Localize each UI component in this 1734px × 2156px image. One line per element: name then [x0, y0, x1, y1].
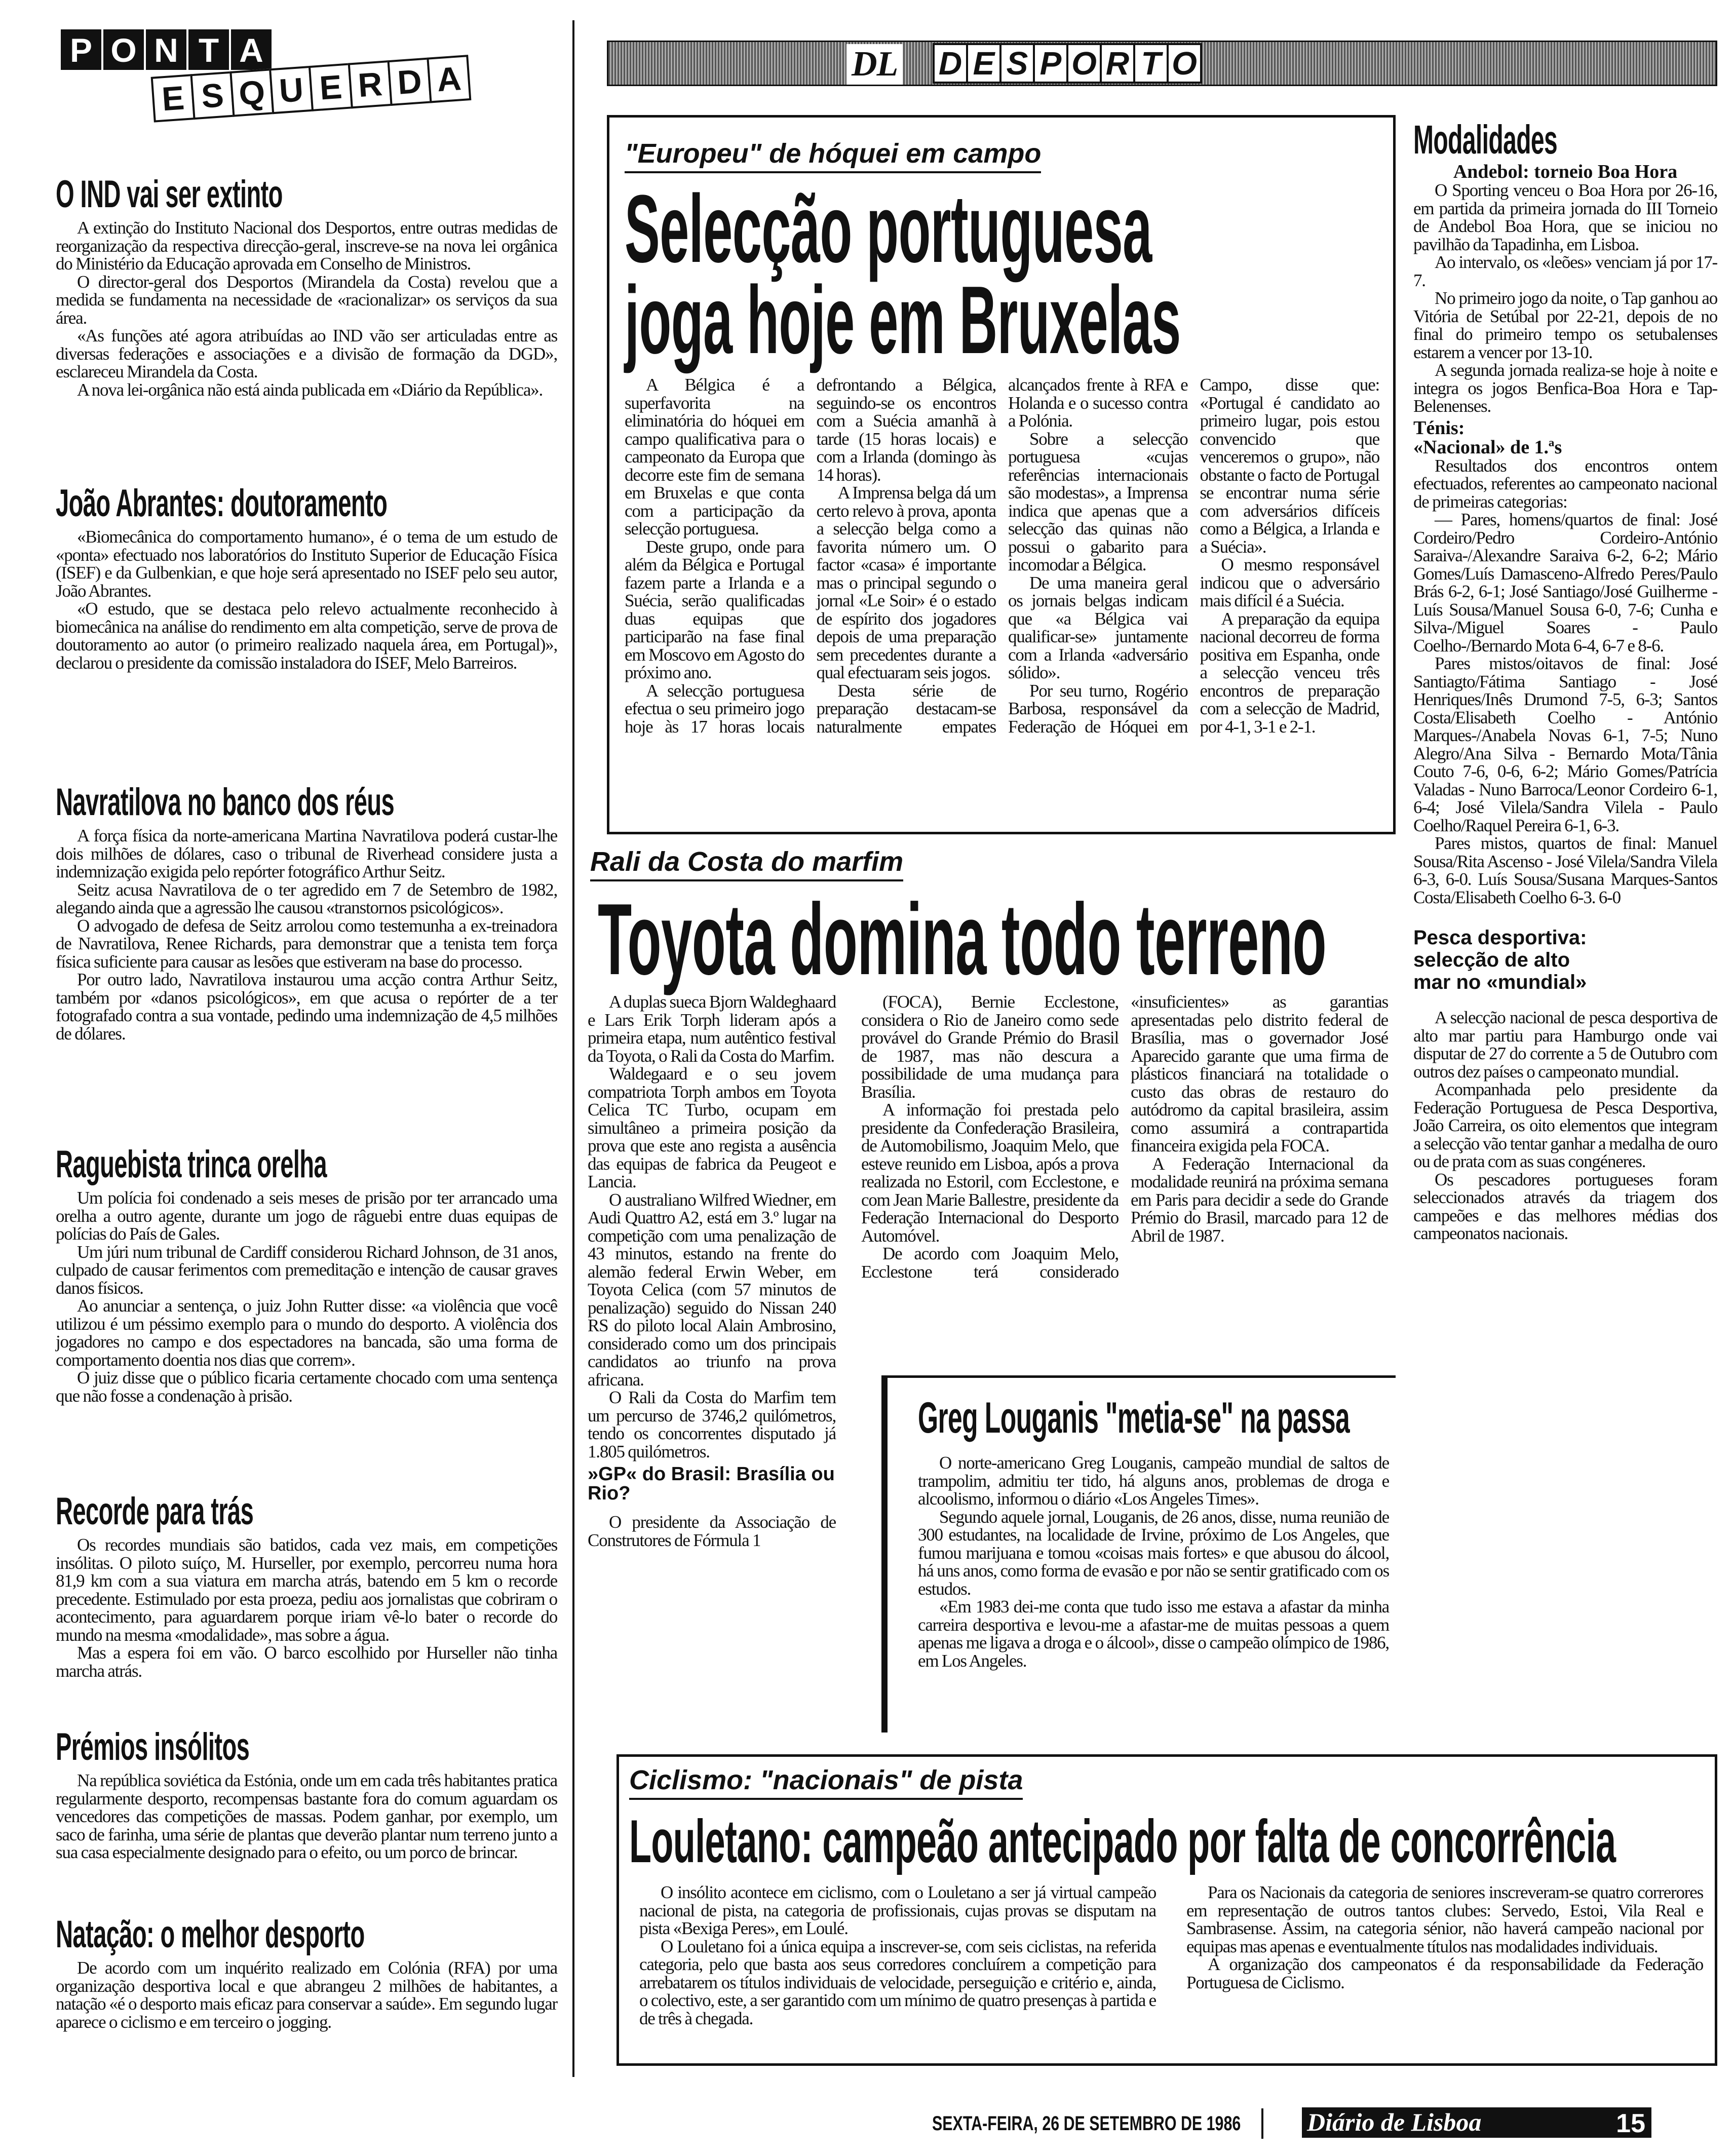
- paragraph: O Rali da Costa do Marfim tem um percurso de 3746,2 quilómetros, tendo os concorrentes disputado já 1.805 quilómetros.: [588, 1388, 836, 1461]
- paragraph: O mesmo responsável indicou que o adversário mais difícil é a Suécia.: [1200, 555, 1379, 610]
- letter-tile: E: [966, 43, 1001, 84]
- modalidades-column: [1413, 117, 1717, 1243]
- letter-tile: O: [103, 29, 144, 70]
- paragraph: A preparação da equipa nacional decorreu de forma positiva em Espanha, onde a selecção venceu três encontros de preparação com a selecção de Madrid, por 4-1, 3-1 e 2-1.: [1200, 608, 1379, 737]
- letter-tile: P: [61, 29, 101, 70]
- letter-tile: U: [269, 66, 314, 114]
- letter-tile: E: [309, 63, 353, 111]
- paragraph: O presidente da Associação de Construtores de Fórmula 1: [588, 1512, 836, 1550]
- article-headline: João Abrantes: doutoramento: [56, 482, 388, 525]
- paragraph: Seitz acusa Navratilova de o ter agredido em 7 de Setembro de 1982, alegando ainda que a agressão lhe causou «transtornos psicológicos».: [56, 879, 557, 917]
- article: [56, 481, 557, 672]
- paragraph: A força física da norte-americana Martina Navratilova poderá custar-lhe dois milhões de dólares, caso o tribunal de Riverhead considere justa a indemnização exigida pelo repórter fotográfico Arthur Seitz.: [56, 826, 557, 881]
- paragraph: O insólito acontece em ciclismo, com o Louletano a ser já virtual campeão nacional de pista, na categoria de profissionais, cujas provas se disputam na pista «Bexiga Peres», em Loulé.: [639, 1882, 1156, 1938]
- paragraph: O Sporting venceu o Boa Hora por 26-16, em partida da primeira jornada do III Torneio de Andebol Boa Hora, que se iniciou no pavilhão da Tapadinha, em Lisboa.: [1413, 180, 1717, 254]
- paragraph: O Louletano foi a única equipa a inscrever-se, com seis ciclistas, na referida categoria, pelo que basta aos seus corredores concluírem a competição para arrebatarem os títulos individuais de velocidade, perseguição e critério e, ainda, o colectivo, este, a ser garantido com um mínimo de quatro presenças à partida e de três à chegada.: [639, 1936, 1156, 2028]
- paragraph: O juiz disse que o público ficaria certamente chocado com uma sentença que não fosse a condenação à prisão.: [56, 1368, 557, 1406]
- paragraph: Para os Nacionais da categoria de seniores inscreveram-se quatro correrores em representação de outros tantos clubes: Servedo, Estoi, Vila Real e Sambrasense. Assim, na categoria sénior, não haverá campeão nacional por equipas mas apenas e eventualmente títulos nas modalidades individuais.: [1186, 1882, 1703, 1956]
- paragraph: A organização dos campeonatos é da responsabilidade da Federação Portuguesa de Ciclismo.: [1186, 1954, 1703, 1992]
- ciclismo-kicker: Ciclismo: "nacionais" de pista: [629, 1764, 1023, 1800]
- article: [56, 1489, 557, 1680]
- ciclismo-article: [616, 1754, 1717, 2066]
- article: [56, 780, 557, 1043]
- paragraph: Acompanhada pelo presidente da Federação Portuguesa de Pesca Desportiva, João Carreira, os oito elementos que integram a selecção vão tentar ganhar a medalha de ouro ou de prata com as suas congéneres.: [1413, 1080, 1717, 1171]
- paragraph: (FOCA), Bernie Ecclestone, considera o Rio de Janeiro como sede provável do Grande Prémio do Brasil de 1987, mas não descura a possibilidade de uma mudança para Brasília.: [861, 992, 1119, 1102]
- article-body: [56, 219, 557, 399]
- modalidades-title: Modalidades: [1413, 117, 1558, 162]
- headline-line: Selecção portuguesa: [625, 175, 1152, 283]
- letter-tile: Q: [229, 68, 274, 117]
- paragraph: «Em 1983 dei-me conta que tudo isso me estava a afastar da minha carreira desportiva e levou-me a afastar-me de muitas pessoas a quem apenas me ligava a droga e o álcool», disse o campeão olímpico de 1986, em Los Angeles.: [918, 1597, 1389, 1671]
- paragraph: Pares mistos, quartos de final: Manuel Sousa/Rita Ascenso - José Vilela/Sandra Vilela 6-3, 6-0. Luís Sousa/Susana Marques-Santos Costa/Elisabeth Coelho 6-3. 6-0: [1413, 833, 1717, 907]
- pesca-text: [1413, 1009, 1717, 1243]
- article-body: [56, 528, 557, 672]
- paragraph: A selecção portuguesa efectua o seu primeiro jogo hoje às 17 horas locais defrontando a Bélgica, seguindo-se os encontros com a Suécia amanhã à tarde (15 horas locais) e com a Irlanda (domingo às 14 horas).: [625, 375, 996, 737]
- article: [56, 1142, 557, 1405]
- dl-logo: DL: [846, 44, 903, 85]
- article: [56, 1725, 557, 1862]
- letter-tile: O: [1066, 43, 1102, 84]
- article-headline: O IND vai ser extinto: [56, 173, 283, 216]
- article-body: [56, 1536, 557, 1680]
- louganis-headline: Greg Louganis "metia-se" na passa: [918, 1394, 1350, 1442]
- hoquei-article: [607, 115, 1396, 834]
- article-headline: Recorde para trás: [56, 1490, 254, 1533]
- letter-tile: S: [999, 43, 1035, 84]
- hoquei-kicker: "Europeu" de hóquei em campo: [625, 138, 1041, 173]
- paragraph: Pares mistos/oitavos de final: José Santiagto/Fátima Santiago - José Henriques/Inês Drumond 7-5, 6-3; Santos Costa/Elisabeth Coelho - António Marques-/Anabela Novas 6-1, 7-5; Nuno Alegro/Ana Silva - Bernardo Mota/Tânia Couto 7-6, 0-6, 6-2; Mário Gomes/Patrícia Valadas - Nuno Barroca/Leonor Cordeiro 6-1, 6-4; José Vilela/Sandra Vilela - Paulo Coelho/Raquel Pereira 6-1, 6-3.: [1413, 653, 1717, 835]
- ciclismo-body: [639, 1883, 1703, 2027]
- paragraph: Waldegaard e o seu jovem compatriota Torph ambos em Toyota Celica TC Turbo, ocupam em simultâneo a primeira posição da prova que este ano regista a ausência das equipas de fabrica da Peugeot e Lancia.: [588, 1064, 836, 1191]
- letter-tile: T: [188, 29, 229, 70]
- paragraph: Por outro lado, Navratilova instaurou uma acção contra Arthur Seitz, também por «danos psicológicos», em que acusa o repórter de a ter fotografado contra a sua vontade, pedindo uma indemnização de 4,5 milhões de dólares.: [56, 970, 557, 1044]
- paragraph: A nova lei-orgânica não está ainda publicada em «Diário da República».: [77, 379, 543, 400]
- louganis-article: [881, 1375, 1396, 1732]
- letter-tile: O: [1167, 43, 1202, 84]
- paragraph: O australiano Wilfred Wiedner, em Audi Quattro A2, está em 3.º lugar na competição com uma penalização de 43 minutos, estando na frente do alemão federal Erwin Weber, em Toyota Celica (com 57 minutos de penalização) seguido do Nissan 240 RS do piloto local Alain Ambrosino, considerado como um dos principais candidatos ao triunfo na prova africana.: [588, 1189, 836, 1390]
- article: [56, 1912, 557, 2031]
- headline-line: joga hoje em Bruxelas: [625, 266, 1181, 374]
- paragraph: O advogado de defesa de Seitz arrolou como testemunha a ex-treinadora de Navratilova, Renee Richards, para demonstrar que a tenista tem força física suficiente para causar as lesões que estiveram na base do processo.: [56, 915, 557, 972]
- footer-divider: [1261, 2108, 1263, 2139]
- paragraph: A informação foi prestada pelo presidente da Confederação Brasileira, de Automobilismo, Joaquim Melo, que esteve reunido em Lisboa, após a prova realizada no Estoril, com Ecclestone, e com Jean Marie Ballestre, presidente da Federação Internacional do Desporto Automóvel.: [861, 1100, 1119, 1246]
- rali-kicker: Rali da Costa do marfim: [590, 846, 903, 881]
- letter-tile: N: [146, 29, 186, 70]
- ciclismo-headline: Louletano: campeão antecipado por falta de concorrência: [629, 1807, 1616, 1875]
- paragraph: A selecção nacional de pesca desportiva de alto mar partiu para Hamburgo onde vai disputar de 27 do corrente a 5 de Outubro com outros dez países o campeonato mundial.: [1413, 1008, 1717, 1082]
- rali-columns-2-3: [861, 993, 1388, 1281]
- section-banner: [607, 41, 1717, 86]
- paragraph: De acordo com Joaquim Melo, Ecclestone terá considerado «insuficientes» as garantias apresentadas pelo distrito federal de Brasília, mas o governador José Aparecido garante que uma firma de plásticos financiará na totalidade o custo das obras de restauro do autódromo da capital brasileira, assim como assumirá a contrapartida financeira exigida pela FOCA.: [861, 992, 1388, 1282]
- column-divider: [572, 20, 574, 2077]
- paragraph: A extinção do Instituto Nacional dos Desportos, entre outras medidas de reorganização da respectiva direcção-geral, inscreve-se na nova lei orgânica do Ministério da Educação aprovada em Conselho de Ministros.: [56, 218, 557, 274]
- footer-masthead: [1302, 2107, 1651, 2138]
- paragraph: O norte-americano Greg Louganis, campeão mundial de saltos de trampolim, admitiu ter tido, há alguns anos, problemas de droga e alcoolismo, informou o diário «Los Angeles Times».: [918, 1453, 1389, 1509]
- letter-tile: D: [387, 58, 432, 106]
- desporto-title: [933, 43, 1200, 84]
- paragraph: «Biomecânica do comportamento humano», é o tema de um estudo de «ponta» efectuado nos laboratórios do Instituto Superior de Educação Física (ISEF) e da Gulbenkian, e que hoje será apresentado no ISEF pelo seu autor, João Abrantes.: [56, 527, 557, 601]
- letter-tile: A: [231, 29, 272, 70]
- letter-tile: S: [190, 71, 235, 120]
- page-number: 15: [1616, 2109, 1645, 2138]
- paragraph: Os pescadores portugueses foram seleccionados através da triagem dos campeões e das melhores médias dos campeonatos nacionais.: [1413, 1169, 1717, 1243]
- paragraph: A segunda jornada realiza-se hoje à noite e integra os jogos Benfica-Boa Hora e Tap-Belenenses.: [1413, 360, 1717, 416]
- article-body: [56, 1189, 557, 1405]
- paragraph: Deste grupo, onde para além da Bélgica e Portugal fazem parte a Irlanda e a Suécia, serão qualificadas duas equipas que participarão na fase final em Moscovo em Agosto do próximo ano.: [625, 536, 804, 682]
- letter-tile: E: [151, 74, 196, 123]
- paragraph: Segundo aquele jornal, Louganis, de 26 anos, disse, numa reunião de 300 estudantes, na localidade de Irvine, próximo de Los Angeles, que fumou marijuana e tomou «coisas mais fortes» e que abusou do álcool, há uns anos, como forma de evasão e por não se sentir gratificado com os estudos.: [918, 1507, 1389, 1599]
- rali-text: [588, 993, 836, 1460]
- article-body: [56, 827, 557, 1043]
- paragraph: «As funções até agora atribuídas ao IND vão ser articuladas entre as diversas federações e associações e a divisão de formação da DGD», esclareceu Mirandela da Costa.: [56, 326, 557, 381]
- paragraph: Por seu turno, Rogério Barbosa, responsável da Federação de Hóquei em Campo, disse que: «Portugal é candidato ao primeiro lugar, pois estou convencido que venceremos o grupo», não obstante o facto de Portugal se encontrar numa série com adversários difíceis como a Bélgica, a Irlanda e a Suécia».: [1008, 375, 1379, 737]
- article-body: [56, 1959, 557, 2031]
- paragraph: Ao intervalo, os «leões» venciam já por 17-7.: [1413, 252, 1717, 290]
- article-headline: Natação: o melhor desporto: [56, 1913, 365, 1956]
- paragraph: «O estudo, que se destaca pelo relevo actualmente reconhecido à biomecânica na análise do rendimento em alta competição, serve de prova de doutoramento ao autor (o primeiro realizado naquela área, em Portugal)», declarou o presidente da comissão instaladora do ISEF, Melo Barreiros.: [56, 599, 557, 673]
- paragraph: Mas a espera foi em vão. O barco escolhido por Hurseller não tinha marcha atrás.: [56, 1643, 557, 1681]
- paragraph: Desta série de preparação destacam-se naturalmente empates alcançados frente à RFA e Holanda e o sucesso contra a Polónia.: [816, 375, 1188, 737]
- paragraph: A duplas sueca Bjorn Waldeghaard e Lars Erik Torph lideram após a primeira etapa, num autêntico festival da Toyota, o Rali da Costa do Marfim.: [588, 992, 836, 1066]
- paragraph: De acordo com um inquérito realizado em Colónia (RFA) por uma organização desportiva local e que abrangeu 2 milhões de habitantes, a natação «é o desporto mais eficaz para conservar a saúde». Em segundo lugar aparece o ciclismo e em terceiro o jogging.: [56, 1958, 557, 2032]
- paragraph: De uma maneira geral os jornais belgas indicam que «a Bélgica vai qualificar-se» juntamente com a Irlanda «adversário sólido».: [1008, 572, 1188, 682]
- paragraph: A Federação Internacional da modalidade reunirá na próxima semana em Paris para decidir a sede do Grande Prémio do Brasil, marcado para 12 de Abril de 1987.: [1131, 1153, 1388, 1246]
- letter-tile: T: [1133, 43, 1169, 84]
- paragraph: — Pares, homens/quartos de final: José Cordeiro/Pedro Cordeiro-António Saraiva-/Alexandre Saraiva 6-2, 6-2; Mário Gomes/Luís Damasceno-Alfredo Peres/Paulo Brás 6-2, 6-1; José Santiago/José Guilherme - Luís Sousa/Manuel Sousa 6-0, 7-6; Cunha e Silva-/Miguel Soares - Paulo Coelho-/Bernardo Mota 6-4, 6-7 e 8-6.: [1413, 510, 1717, 656]
- paragraph: Resultados dos encontros ontem efectuados, referentes ao campeonato nacional de primeiras categorias:: [1413, 455, 1717, 512]
- paragraph: Ao anunciar a sentença, o juiz John Rutter disse: «a violência que você utilizou é um péssimo exemplo para o mundo do desporto. A violência dos jogadores no campo e dos espectadores na bancada, são uma forma de comportamento doentia nos dias que correm».: [56, 1296, 557, 1370]
- footer-date: SEXTA-FEIRA, 26 DE SETEMBRO DE 1986: [932, 2112, 1241, 2135]
- paragraph: O director-geral dos Desportos (Mirandela da Costa) revelou que a medida se fundamenta na necessidade de «racionalizar» os serviços da sua área.: [56, 272, 557, 328]
- rali-headline: Toyota domina todo terreno: [598, 883, 1327, 996]
- letter-tile: R: [348, 60, 393, 109]
- andebol-heading: Andebol: torneio Boa Hora: [1453, 161, 1678, 182]
- article: [56, 172, 557, 399]
- louganis-body: [918, 1454, 1389, 1670]
- article-headline: Prémios insólitos: [56, 1725, 250, 1768]
- letter-tile: R: [1100, 43, 1135, 84]
- paragraph: Na república soviética da Estónia, onde um em cada três habitantes pratica regularmente desporto, recompensas bastante fora do comum aguardam os vencedores das competições de massas. Podem ganhar, por exemplo, um saco de farinha, uma série de plantas que deverão plantar num terreno junto a sua casa especialmente designado para o efeito, ou um porco de brincar.: [56, 1770, 557, 1862]
- article-headline: Raguebista trinca orelha: [56, 1143, 327, 1186]
- tenis-heading: Ténis:: [1413, 417, 1465, 439]
- rali-column-1: [588, 993, 836, 1549]
- gp-brasil-subhead: »GP« do Brasil: Brasília ou Rio?: [588, 1464, 835, 1504]
- andebol-text: [1413, 181, 1717, 415]
- ponta-header: [61, 29, 274, 70]
- rali-text: [588, 1513, 836, 1549]
- paragraph: No primeiro jogo da noite, o Tap ganhou ao Vitória de Setúbal por 22-21, depois de no final do primeiro tempo os setubalenses estarem a vencer por 13-10.: [1413, 288, 1717, 362]
- tenis-subheading: «Nacional» de 1.ªs: [1413, 436, 1562, 458]
- paragraph: A Imprensa belga dá um certo relevo à prova, aponta a selecção belga como a favorita número um. O factor «casa» é importante mas o principal segundo o jornal «Le Soir» é o estado de espírito dos jogadores depois de uma preparação sem precedentes durante a qual efectuaram seis jogos.: [816, 483, 996, 682]
- pesca-heading: Pesca desportiva: selecção de alto mar no «mundial»: [1413, 927, 1587, 993]
- paragraph: A Bélgica é a superfavorita na eliminatória do hóquei em campo qualificativa para o campeonato da Europa que decorre este fim de semana em Bruxelas e que conta com a participação da selecção portuguesa.: [625, 375, 804, 538]
- article-headline: Navratilova no banco dos réus: [56, 781, 395, 824]
- hoquei-body: [625, 376, 1379, 736]
- paragraph: Um júri num tribunal de Cardiff considerou Richard Johnson, de 31 anos, culpado de causar ferimentos com premeditação e intenção de causar graves danos físicos.: [56, 1242, 557, 1298]
- paragraph: Os recordes mundiais são batidos, cada vez mais, em competições insólitas. O piloto suíço, M. Hurseller, por exemplo, percorreu numa hora 81,9 km com a sua viatura em marcha atrás, batendo em 5 km o recorde precedente. Estimulado por esta proeza, pediu aos jornalistas que cobriram o acontecimento, para aguardarem porque iriam vê-lo bater o recorde do mundo na mesma «modalidade», mas sobre a água.: [56, 1535, 557, 1645]
- letter-tile: A: [427, 55, 471, 103]
- paragraph: Um polícia foi condenado a seis meses de prisão por ter arrancado uma orelha a outro agente, durante um jogo de râguebi entre duas equipas de polícias do País de Gales.: [56, 1188, 557, 1244]
- article-body: [56, 1772, 557, 1862]
- paper-name: Diário de Lisboa: [1307, 2108, 1482, 2136]
- letter-tile: P: [1033, 43, 1068, 84]
- letter-tile: D: [933, 43, 968, 84]
- tenis-results: [1413, 457, 1717, 907]
- paragraph: Sobre a selecção portuguesa «cujas referências internacionais são modestas», a Imprensa indica que apenas que a selecção das quinas não possui o gabarito para incomodar a Bélgica.: [1008, 429, 1188, 574]
